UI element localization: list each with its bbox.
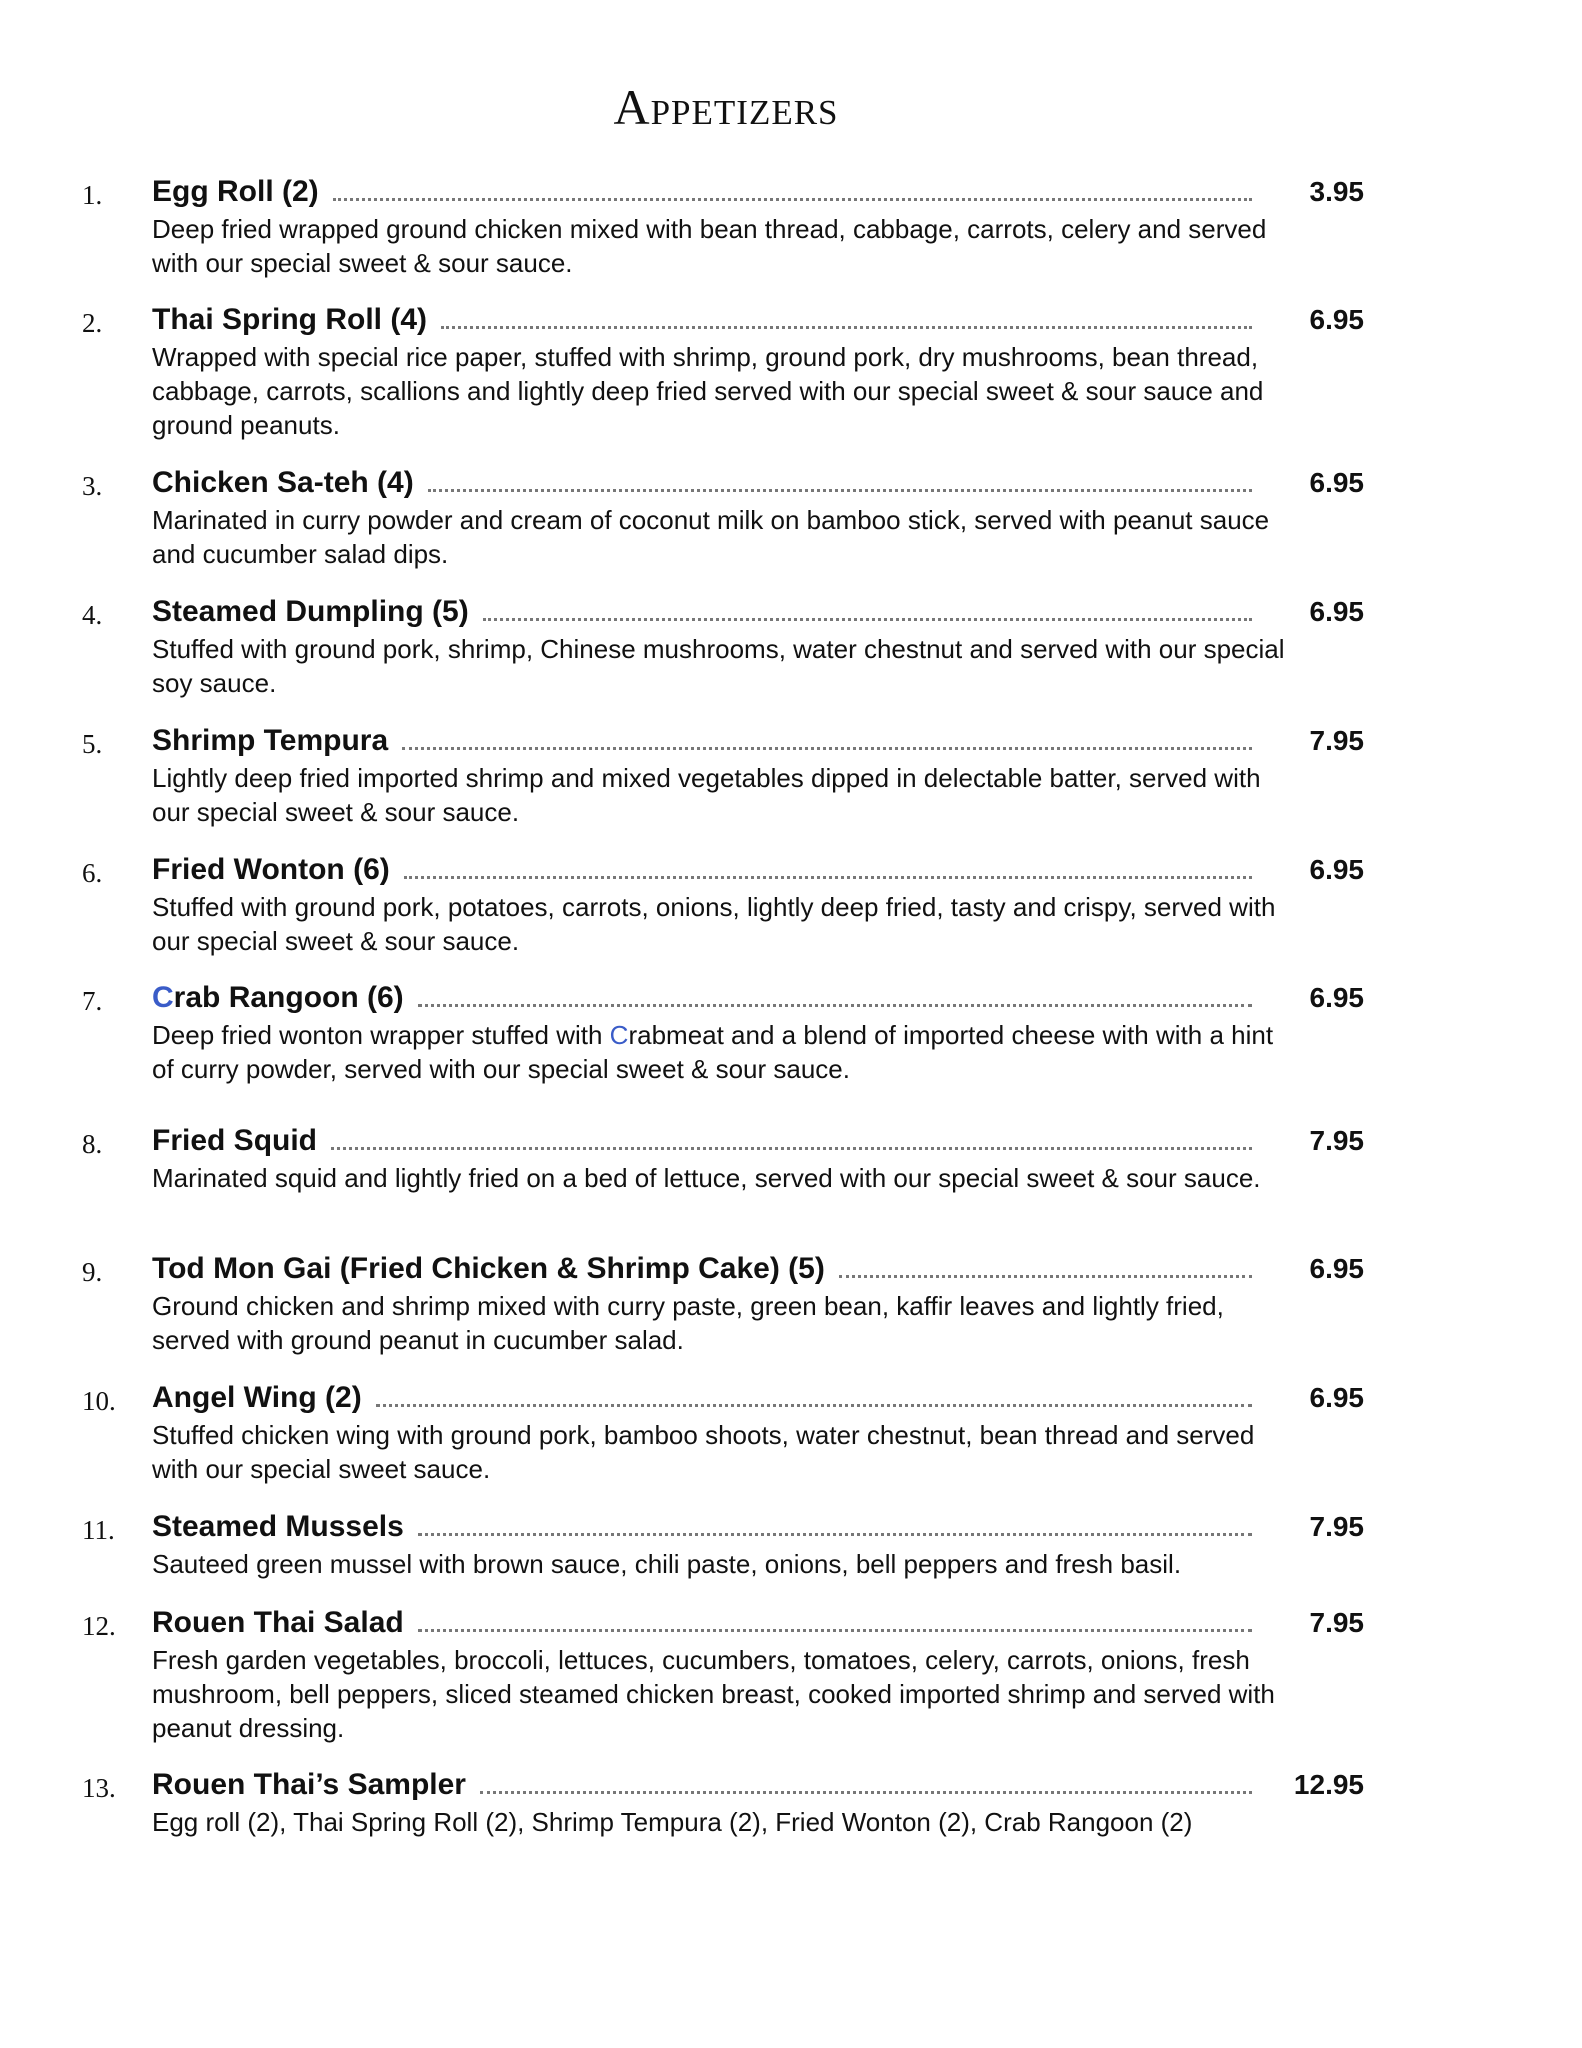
dot-leader xyxy=(333,197,1252,201)
dot-leader xyxy=(331,1146,1252,1150)
item-name: Rouen Thai’s Sampler xyxy=(152,1768,466,1801)
item-number: 11. xyxy=(82,1515,115,1545)
item-number: 9. xyxy=(82,1257,103,1287)
item-description: Sauteed green mussel with brown sauce, chili paste, onions, bell peppers and fresh basil. xyxy=(152,1549,1182,1579)
item-name: Shrimp Tempura xyxy=(152,724,389,757)
dot-leader xyxy=(418,1532,1252,1536)
item-description: Deep fried wrapped ground chicken mixed with bean thread, cabbage, carrots, celery and served with our special sweet & sour sauce. xyxy=(152,214,1267,278)
item-price: 6.95 xyxy=(1309,1382,1364,1413)
dot-leader xyxy=(483,617,1252,621)
item-name-accent: C xyxy=(152,981,174,1014)
dot-leader xyxy=(402,746,1252,750)
item-description xyxy=(152,1018,1288,1086)
item-name xyxy=(152,978,404,1018)
item-head xyxy=(152,1121,1264,1161)
item-number: 10. xyxy=(82,1386,116,1416)
item-price: 7.95 xyxy=(1309,725,1364,756)
item-description-accent: C xyxy=(609,1020,629,1050)
item-number: 8. xyxy=(82,1129,103,1159)
item-name: Fried Squid xyxy=(152,1124,317,1157)
dot-leader xyxy=(428,488,1252,492)
item-price: 6.95 xyxy=(1309,854,1364,885)
item-description: Marinated in curry powder and cream of coconut milk on bamboo stick, served with peanut sauce and cucumber salad dips. xyxy=(152,505,1270,569)
item-number: 3. xyxy=(82,471,103,501)
item-head xyxy=(152,1765,1264,1805)
item-head xyxy=(152,1507,1264,1547)
item-price: 6.95 xyxy=(1309,596,1364,627)
item-name: Thai Spring Roll (4) xyxy=(152,303,427,336)
item-name: Chicken Sa-teh (4) xyxy=(152,466,414,499)
item-description: Fresh garden vegetables, broccoli, lettuces, cucumbers, tomatoes, celery, carrots, onions, fresh mushroom, bell peppers, sliced steamed chicken breast, cooked imported shrimp and served with peanut dressing. xyxy=(152,1645,1275,1743)
item-price: 7.95 xyxy=(1309,1125,1364,1156)
item-description-start: Deep fried wonton wrapper stuffed with xyxy=(152,1020,610,1050)
item-number: 12. xyxy=(82,1611,116,1641)
item-number: 5. xyxy=(82,729,103,759)
dot-leader xyxy=(418,1003,1252,1007)
item-number: 2. xyxy=(82,308,103,338)
dot-leader xyxy=(839,1274,1252,1278)
item-head xyxy=(152,463,1264,503)
item-description-rest: rabmeat and a blend of imported cheese with with a hint of curry powder, served with our special sweet & sour sauce. xyxy=(152,1020,1274,1084)
item-number: 4. xyxy=(82,600,103,630)
item-head xyxy=(152,1378,1264,1418)
item-description: Wrapped with special rice paper, stuffed with shrimp, ground pork, dry mushrooms, bean thread, cabbage, carrots, scallions and lightly deep fried served with our special sweet & sour sauce and ground peanuts. xyxy=(152,342,1264,440)
item-description: Ground chicken and shrimp mixed with curry paste, green bean, kaffir leaves and lightly fried, served with ground peanut in cucumber salad. xyxy=(152,1291,1224,1355)
item-head xyxy=(152,850,1264,890)
item-name: Steamed Dumpling (5) xyxy=(152,595,469,628)
item-head xyxy=(152,300,1264,340)
item-description: Stuffed with ground pork, potatoes, carrots, onions, lightly deep fried, tasty and crispy, served with our special sweet & sour sauce. xyxy=(152,892,1276,956)
item-name: Rouen Thai Salad xyxy=(152,1606,404,1639)
item-description: Egg roll (2), Thai Spring Roll (2), Shrimp Tempura (2), Fried Wonton (2), Crab Rangoon (2) xyxy=(152,1807,1193,1837)
item-head xyxy=(152,592,1264,632)
item-head xyxy=(152,1603,1264,1643)
item-name: Fried Wonton (6) xyxy=(152,853,390,886)
dot-leader xyxy=(418,1628,1252,1632)
dot-leader xyxy=(404,875,1252,879)
item-name: Egg Roll (2) xyxy=(152,175,319,208)
item-name-rest: rab Rangoon (6) xyxy=(173,981,404,1014)
item-head xyxy=(152,978,1264,1018)
item-name: Tod Mon Gai (Fried Chicken & Shrimp Cake) (5) xyxy=(152,1252,825,1285)
item-price: 12.95 xyxy=(1293,1769,1364,1800)
item-price: 6.95 xyxy=(1309,1253,1364,1284)
item-number: 13. xyxy=(82,1773,116,1803)
item-price: 7.95 xyxy=(1309,1511,1364,1542)
item-name: Angel Wing (2) xyxy=(152,1381,362,1414)
item-price: 3.95 xyxy=(1309,176,1364,207)
item-head xyxy=(152,1249,1264,1289)
item-number: 7. xyxy=(82,986,103,1016)
item-description: Stuffed with ground pork, shrimp, Chinese mushrooms, water chestnut and served with our special soy sauce. xyxy=(152,634,1285,698)
item-description: Stuffed chicken wing with ground pork, bamboo shoots, water chestnut, bean thread and served with our special sweet sauce. xyxy=(152,1420,1255,1484)
item-price: 7.95 xyxy=(1309,1607,1364,1638)
item-head xyxy=(152,721,1264,761)
item-price: 6.95 xyxy=(1309,982,1364,1013)
dot-leader xyxy=(480,1790,1252,1794)
item-description: Lightly deep fried imported shrimp and mixed vegetables dipped in delectable batter, served with our special sweet & sour sauce. xyxy=(152,763,1261,827)
dot-leader xyxy=(376,1403,1252,1407)
item-number: 1. xyxy=(82,180,103,210)
item-head xyxy=(152,172,1264,212)
item-name: Steamed Mussels xyxy=(152,1510,404,1543)
page-title: Appetizers xyxy=(613,79,839,135)
dot-leader xyxy=(441,325,1252,329)
item-description: Marinated squid and lightly fried on a bed of lettuce, served with our special sweet & sour sauce. xyxy=(152,1163,1261,1193)
item-number: 6. xyxy=(82,858,103,888)
item-price: 6.95 xyxy=(1309,467,1364,498)
item-price: 6.95 xyxy=(1309,304,1364,335)
